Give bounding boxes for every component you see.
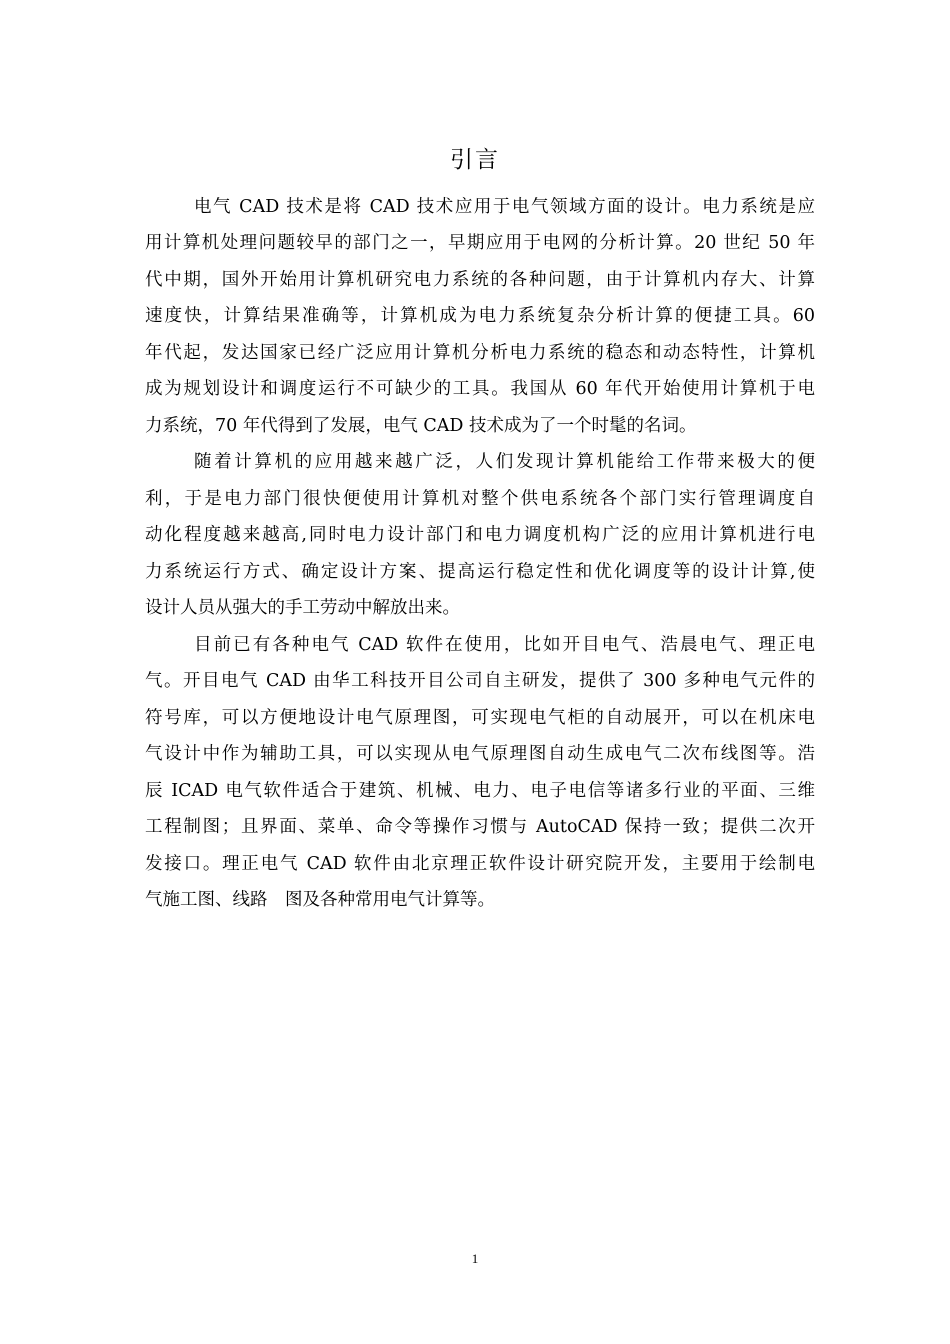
- paragraph-3-line-2: 气。开目电气 CAD 由华工科技开目公司自主研发，提供了 300 多种电气元件的: [145, 671, 815, 691]
- paragraph-3-line-8: 气施工图、线路 图及各种常用电气计算等。: [145, 890, 495, 910]
- paragraph-2-line-4: 力系统运行方式、确定设计方案、提高运行稳定性和优化调度等的设计计算,使: [145, 562, 815, 582]
- page-title: 引言: [450, 147, 500, 173]
- page-number: 1: [471, 1251, 479, 1266]
- paragraph-1-line-2: 用计算机处理问题较早的部门之一，早期应用于电网的分析计算。20 世纪 50 年: [145, 233, 815, 253]
- paragraph-2-line-2: 利，于是电力部门很快便使用计算机对整个供电系统各个部门实行管理调度自: [145, 489, 815, 509]
- paragraph-1-line-5: 年代起，发达国家已经广泛应用计算机分析电力系统的稳态和动态特性，计算机: [145, 343, 815, 363]
- paragraph-3-line-1: 目前已有各种电气 CAD 软件在使用，比如开目电气、浩晨电气、理正电: [194, 635, 815, 655]
- paragraph-2-line-5: 设计人员从强大的手工劳动中解放出来。: [145, 598, 460, 618]
- paragraph-2-line-1: 随着计算机的应用越来越广泛，人们发现计算机能给工作带来极大的便: [194, 452, 815, 472]
- paragraph-2-line-3: 动化程度越来越高,同时电力设计部门和电力调度机构广泛的应用计算机进行电: [145, 525, 815, 545]
- paragraph-1-line-7: 力系统，70 年代得到了发展，电气 CAD 技术成为了一个时髦的名词。: [145, 416, 697, 436]
- paragraph-3-line-5: 辰 ICAD 电气软件适合于建筑、机械、电力、电子电信等诸多行业的平面、三维: [145, 781, 815, 801]
- paragraph-3-line-3: 符号库，可以方便地设计电气原理图，可实现电气柜的自动展开，可以在机床电: [145, 708, 815, 728]
- paragraph-1-line-3: 代中期，国外开始用计算机研究电力系统的各种问题，由于计算机内存大、计算: [145, 270, 815, 290]
- paragraph-1-line-4: 速度快，计算结果准确等，计算机成为电力系统复杂分析计算的便捷工具。60: [145, 306, 815, 326]
- paragraph-1-line-6: 成为规划设计和调度运行不可缺少的工具。我国从 60 年代开始使用计算机于电: [145, 379, 815, 399]
- paragraph-3-line-7: 发接口。理正电气 CAD 软件由北京理正软件设计研究院开发，主要用于绘制电: [145, 854, 815, 874]
- paragraph-3-line-4: 气设计中作为辅助工具，可以实现从电气原理图自动生成电气二次布线图等。浩: [145, 744, 815, 764]
- paragraph-3-line-6: 工程制图；且界面、菜单、命令等操作习惯与 AutoCAD 保持一致；提供二次开: [145, 817, 815, 837]
- paragraph-1-line-1: 电气 CAD 技术是将 CAD 技术应用于电气领域方面的设计。电力系统是应: [194, 197, 815, 217]
